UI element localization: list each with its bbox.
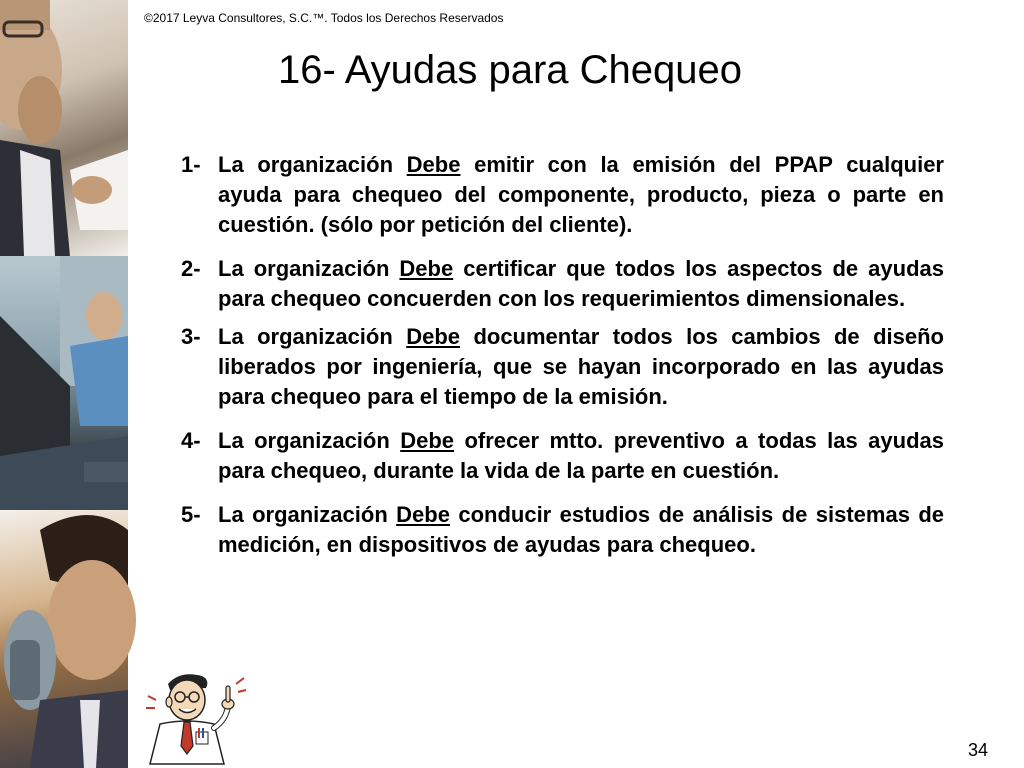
requirements-list [176, 150, 944, 574]
list-item [176, 254, 944, 314]
item-text-after: emitir con la emisión del PPAP cualquier ayuda para chequeo del componente, producto, pieza o parte en cuestión. (sólo por petición del cliente). [218, 152, 944, 237]
item-keyword: Debe [406, 324, 461, 349]
copyright-notice: ©2017 Leyva Consultores, S.C.™. Todos los Derechos Reservados [144, 11, 504, 25]
item-text-before: La organización [218, 428, 401, 453]
item-number: 2- [181, 256, 201, 281]
item-text-after: documentar todos los cambios de diseño liberados por ingeniería, que se hayan incorporado en las ayudas para chequeo para el tiempo de la emisión. [218, 324, 944, 409]
slide-title: 16- Ayudas para Chequeo [277, 48, 743, 92]
photo-laptop-worker [0, 256, 128, 510]
item-keyword: Debe [399, 256, 454, 281]
item-number: 3- [181, 324, 201, 349]
item-text-before: La organización [218, 502, 397, 527]
item-number: 4- [181, 428, 201, 453]
photo-strip [0, 0, 128, 768]
item-text-after: conducir estudios de análisis de sistemas de medición, en dispositivos de ayudas para chequeo. [218, 502, 944, 557]
item-text-before: La organización [218, 324, 407, 349]
page-number: 34 [967, 740, 988, 760]
item-keyword: Debe [400, 428, 455, 453]
photo-man-phone [0, 510, 128, 768]
item-text-after: ofrecer mtto. preventivo a todas las ayudas para chequeo, durante la vida de la parte en cuestión. [218, 428, 944, 483]
item-text-before: La organización [218, 152, 407, 177]
list-item [176, 322, 944, 412]
list-item [176, 500, 944, 560]
item-text-before: La organización [218, 256, 400, 281]
item-text-after: certificar que todos los aspectos de ayudas para chequeo concuerden con los requerimientos dimensionales. [218, 256, 944, 311]
list-item [176, 150, 944, 240]
cartoon-pointing-man-icon [140, 666, 246, 764]
list-item [176, 426, 944, 486]
photo-man-reading [0, 0, 128, 256]
item-keyword: Debe [396, 502, 450, 527]
item-number: 5- [181, 502, 201, 527]
item-keyword: Debe [406, 152, 461, 177]
item-number: 1- [181, 152, 201, 177]
